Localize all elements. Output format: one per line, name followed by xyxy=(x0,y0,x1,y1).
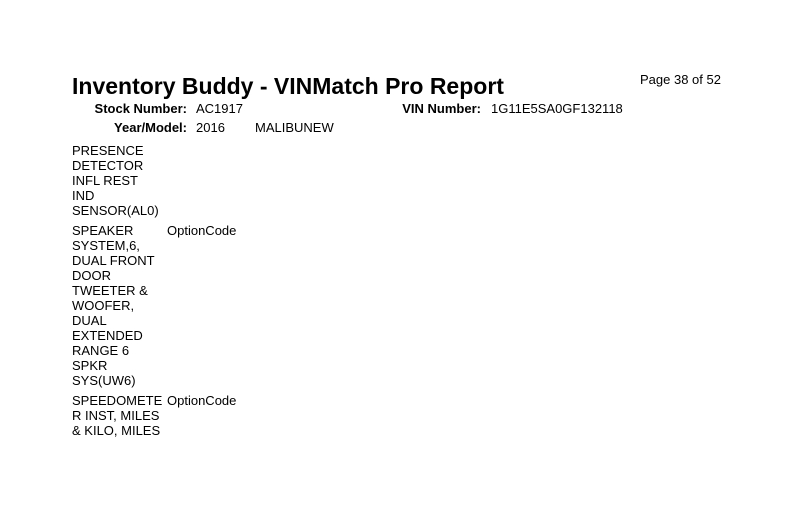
option-description: PRESENCE DETECTOR INFL REST IND SENSOR(AL0) xyxy=(72,143,159,218)
vin-number-label: VIN Number: xyxy=(402,101,481,116)
model-value: MALIBUNEW xyxy=(255,120,334,135)
option-type: OptionCode xyxy=(167,223,237,238)
stock-number-label: Stock Number: xyxy=(94,101,187,116)
option-description: SPEAKER SYSTEM,6, DUAL FRONT DOOR TWEETER & WOOFER, DUAL EXTENDED RANGE 6 SPKR SYS(UW6) xyxy=(72,223,155,388)
page-number: Page 38 of 52 xyxy=(640,72,721,87)
option-type: OptionCode xyxy=(167,393,237,408)
year-model-label: Year/Model: xyxy=(114,120,187,135)
year-value: 2016 xyxy=(196,120,225,135)
stock-number-value: AC1917 xyxy=(196,101,243,116)
vin-number-value: 1G11E5SA0GF132118 xyxy=(491,101,623,116)
report-title: Inventory Buddy - VINMatch Pro Report xyxy=(72,73,504,99)
option-description: SPEEDOMETE R INST, MILES & KILO, MILES xyxy=(72,393,163,438)
